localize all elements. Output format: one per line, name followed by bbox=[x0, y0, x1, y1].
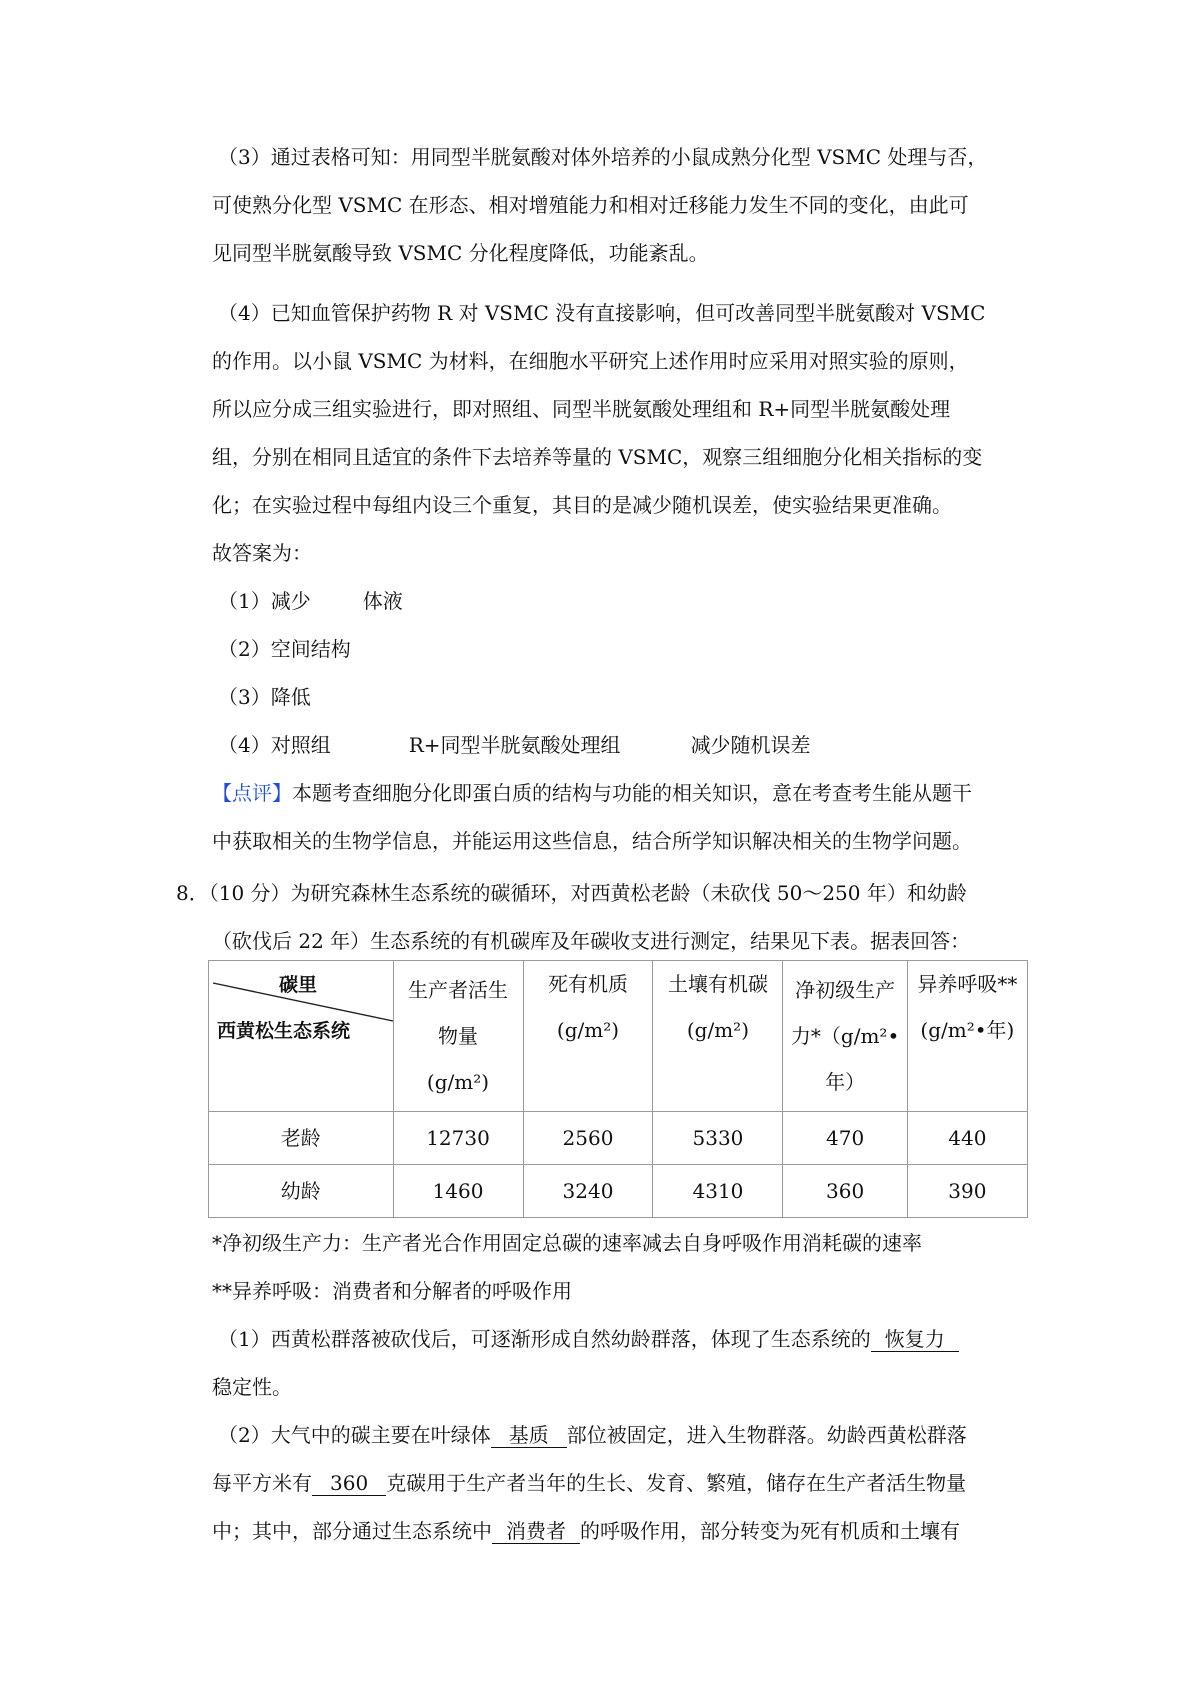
q8-part-2-line-3: 中；其中，部分通过生态系统中 消费者 的呼吸作用，部分转变为死有机质和土壤有 bbox=[212, 1519, 960, 1543]
corner-top-label: 碳里 bbox=[279, 974, 318, 996]
answer-1-b: 体液 bbox=[362, 589, 403, 613]
table-corner-cell bbox=[209, 961, 394, 1112]
table-row bbox=[209, 1165, 1028, 1218]
paragraph-4-line-1: （4）已知血管保护药物 R 对 VSMC 没有直接影响，但可改善同型半胱氨酸对 VSMC bbox=[218, 301, 986, 325]
col-header-producer-biomass: 生产者活生 物量 (g/m²) bbox=[393, 961, 523, 1112]
row-label: 幼龄 bbox=[209, 1165, 394, 1218]
q8-part-2-line-2: 每平方米有 360 克碳用于生产者当年的生长、发育、繁殖，储存在生产者活生物量 bbox=[212, 1471, 967, 1495]
col-header-heterotrophic-respiration: 异养呼吸** (g/m²•年) bbox=[907, 961, 1027, 1112]
answer-blank-stroma: 基质 bbox=[491, 1423, 567, 1448]
answer-4-a: （4）对照组 bbox=[218, 733, 331, 757]
col-header-net-primary-productivity: 净初级生产 力*（g/m²• 年） bbox=[783, 961, 907, 1112]
corner-bottom-label: 西黄松生态系统 bbox=[217, 1020, 351, 1042]
carbon-table bbox=[208, 960, 1028, 1218]
question-8-line-1: 8．（10 分）为研究森林生态系统的碳循环，对西黄松老龄（未砍伐 50～250 年）和幼龄 bbox=[176, 881, 967, 905]
answer-3: （3）降低 bbox=[218, 685, 311, 709]
table-cell: 470 bbox=[783, 1112, 907, 1165]
answer-2: （2）空间结构 bbox=[218, 637, 351, 661]
answer-1-a: （1）减少 bbox=[218, 589, 311, 613]
q8-part-1-line-2: 稳定性。 bbox=[212, 1375, 292, 1399]
comment-line-1 bbox=[212, 778, 972, 808]
note-1: *净初级生产力：生产者光合作用固定总碳的速率减去自身呼吸作用消耗碳的速率 bbox=[212, 1231, 922, 1255]
col-header-dead-organic-matter: 死有机质 (g/m²) bbox=[523, 961, 653, 1112]
comment-text-1: 本题考查细胞分化即蛋白质的结构与功能的相关知识，意在考查考生能从题干 bbox=[292, 781, 972, 805]
note-2: **异养呼吸：消费者和分解者的呼吸作用 bbox=[212, 1279, 572, 1303]
table-cell: 4310 bbox=[653, 1165, 783, 1218]
row-label: 老龄 bbox=[209, 1112, 394, 1165]
q8-part-2-line-1: （2）大气中的碳主要在叶绿体 基质 部位被固定，进入生物群落。幼龄西黄松群落 bbox=[218, 1423, 967, 1447]
paragraph-4-line-3: 所以应分成三组实验进行，即对照组、同型半胱氨酸处理组和 R+同型半胱氨酸处理 bbox=[212, 397, 951, 421]
answer-blank-resilience: 恢复力 bbox=[871, 1327, 959, 1352]
table-cell: 360 bbox=[783, 1165, 907, 1218]
paragraph-3-line-2: 可使熟分化型 VSMC 在形态、相对增殖能力和相对迁移能力发生不同的变化，由此可 bbox=[212, 193, 969, 217]
table-cell: 12730 bbox=[393, 1112, 523, 1165]
answer-4 bbox=[218, 730, 811, 760]
paragraph-4-line-2: 的作用。以小鼠 VSMC 为材料，在细胞水平研究上述作用时应采用对照实验的原则， bbox=[212, 349, 969, 373]
answer-4-c: 减少随机误差 bbox=[690, 733, 811, 757]
paragraph-3-line-1: （3）通过表格可知：用同型半胱氨酸对体外培养的小鼠成熟分化型 VSMC 处理与否， bbox=[218, 145, 988, 169]
paragraph-4-line-5: 化；在实验过程中每组内设三个重复，其目的是减少随机误差，使实验结果更准确。 bbox=[212, 493, 952, 517]
paragraph-4-line-4: 组，分别在相同且适宜的条件下去培养等量的 VSMC，观察三组细胞分化相关指标的变 bbox=[212, 445, 983, 469]
comment-line-2: 中获取相关的生物学信息，并能运用这些信息，结合所学知识解决相关的生物学问题。 bbox=[212, 829, 972, 853]
answer-4-b: R+同型半胱氨酸处理组 bbox=[408, 733, 621, 757]
comment-tag: 【点评】 bbox=[212, 781, 292, 805]
answer-1 bbox=[218, 586, 403, 616]
table-cell: 1460 bbox=[393, 1165, 523, 1218]
table-cell: 3240 bbox=[523, 1165, 653, 1218]
q8-part-1-line-1: （1）西黄松群落被砍伐后，可逐渐形成自然幼龄群落，体现了生态系统的 恢复力 bbox=[218, 1324, 959, 1354]
answer-blank-360: 360 bbox=[312, 1471, 386, 1496]
table-cell: 440 bbox=[907, 1112, 1027, 1165]
table-cell: 390 bbox=[907, 1165, 1027, 1218]
table-row bbox=[209, 1112, 1028, 1165]
answer-blank-consumers: 消费者 bbox=[492, 1519, 580, 1544]
paragraph-3-line-3: 见同型半胱氨酸导致 VSMC 分化程度降低，功能紊乱。 bbox=[212, 241, 709, 265]
table-cell: 2560 bbox=[523, 1112, 653, 1165]
answers-heading: 故答案为： bbox=[212, 541, 312, 565]
col-header-soil-organic-carbon: 土壤有机碳 (g/m²) bbox=[653, 961, 783, 1112]
table-cell: 5330 bbox=[653, 1112, 783, 1165]
question-8-line-2: （砍伐后 22 年）生态系统的有机碳库及年碳收支进行测定，结果见下表。据表回答： bbox=[212, 929, 971, 953]
